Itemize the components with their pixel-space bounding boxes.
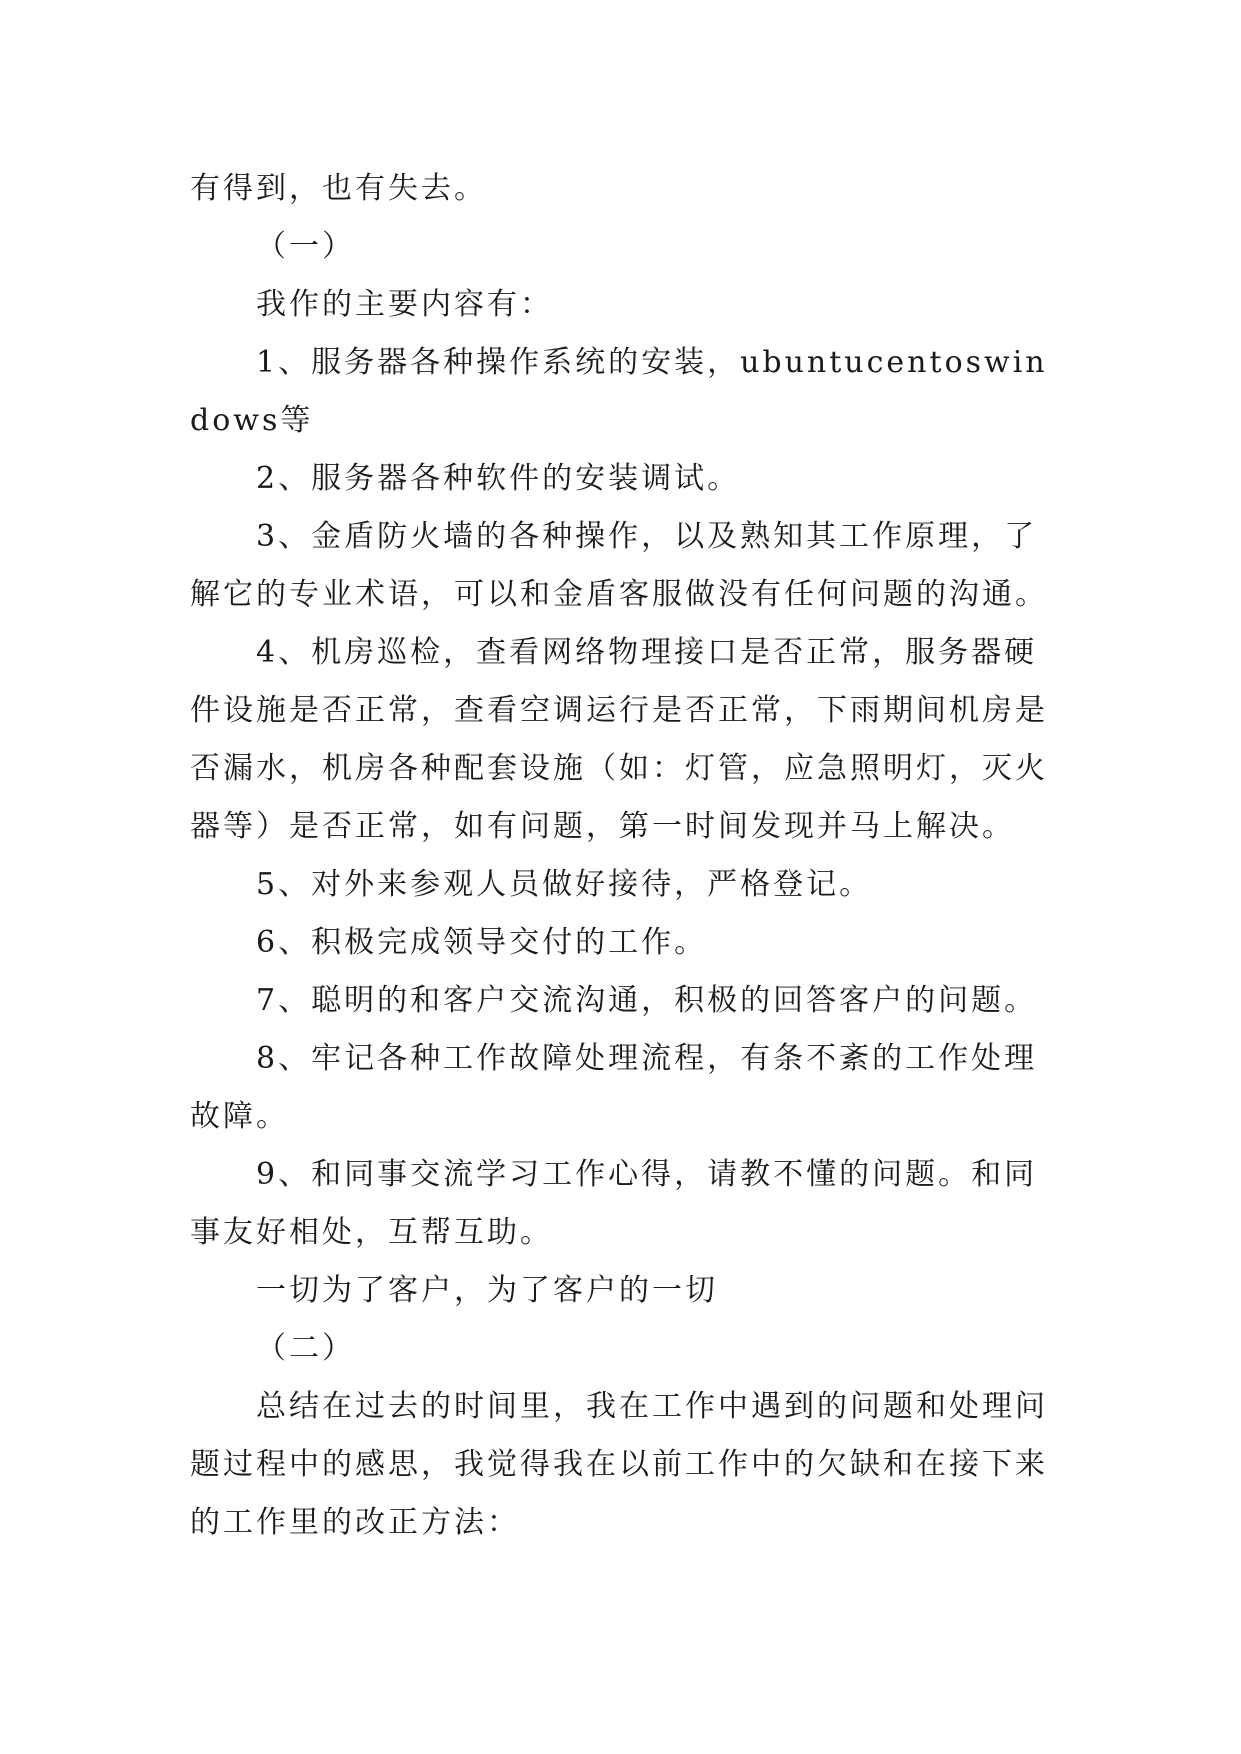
list-item: 5、对外来参观人员做好接待，严格登记。 [256,867,873,902]
list-item: 1、服务器各种操作系统的安装，ubuntucentoswindows等 [190,345,1048,438]
section-heading: （二） [256,1331,355,1366]
section-heading: （一） [256,229,355,264]
list-item: 4、机房巡检，查看网络物理接口是否正常，服务器硬件设施是否正常，查看空调运行是否正常，下雨期间机房是否漏水，机房各种配套设施（如：灯管，应急照明灯，灭火器等）是否正常，如有问题，第一时间发现并马上解决。 [190,635,1048,844]
paragraph: 总结在过去的时间里，我在工作中遇到的问题和处理问题过程中的感思，我觉得我在以前工作中的欠缺和在接下来的工作里的改正方法： [190,1389,1048,1540]
paragraph: 一切为了客户，为了客户的一切 [256,1273,718,1308]
document-body [190,160,1060,1552]
paragraph: 有得到，也有失去。 [190,171,487,206]
list-item: 3、金盾防火墙的各种操作，以及熟知其工作原理，了解它的专业术语，可以和金盾客服做没有任何问题的沟通。 [190,519,1048,612]
list-item: 6、积极完成领导交付的工作。 [256,925,708,960]
list-item: 7、聪明的和客户交流沟通，积极的回答客户的问题。 [256,983,1038,1018]
paragraph: 我作的主要内容有： [256,287,553,322]
list-item: 2、服务器各种软件的安装调试。 [256,461,741,496]
list-item: 8、牢记各种工作故障处理流程，有条不紊的工作处理故障。 [190,1041,1038,1134]
list-item: 9、和同事交流学习工作心得，请教不懂的问题。和同事友好相处，互帮互助。 [190,1157,1038,1250]
